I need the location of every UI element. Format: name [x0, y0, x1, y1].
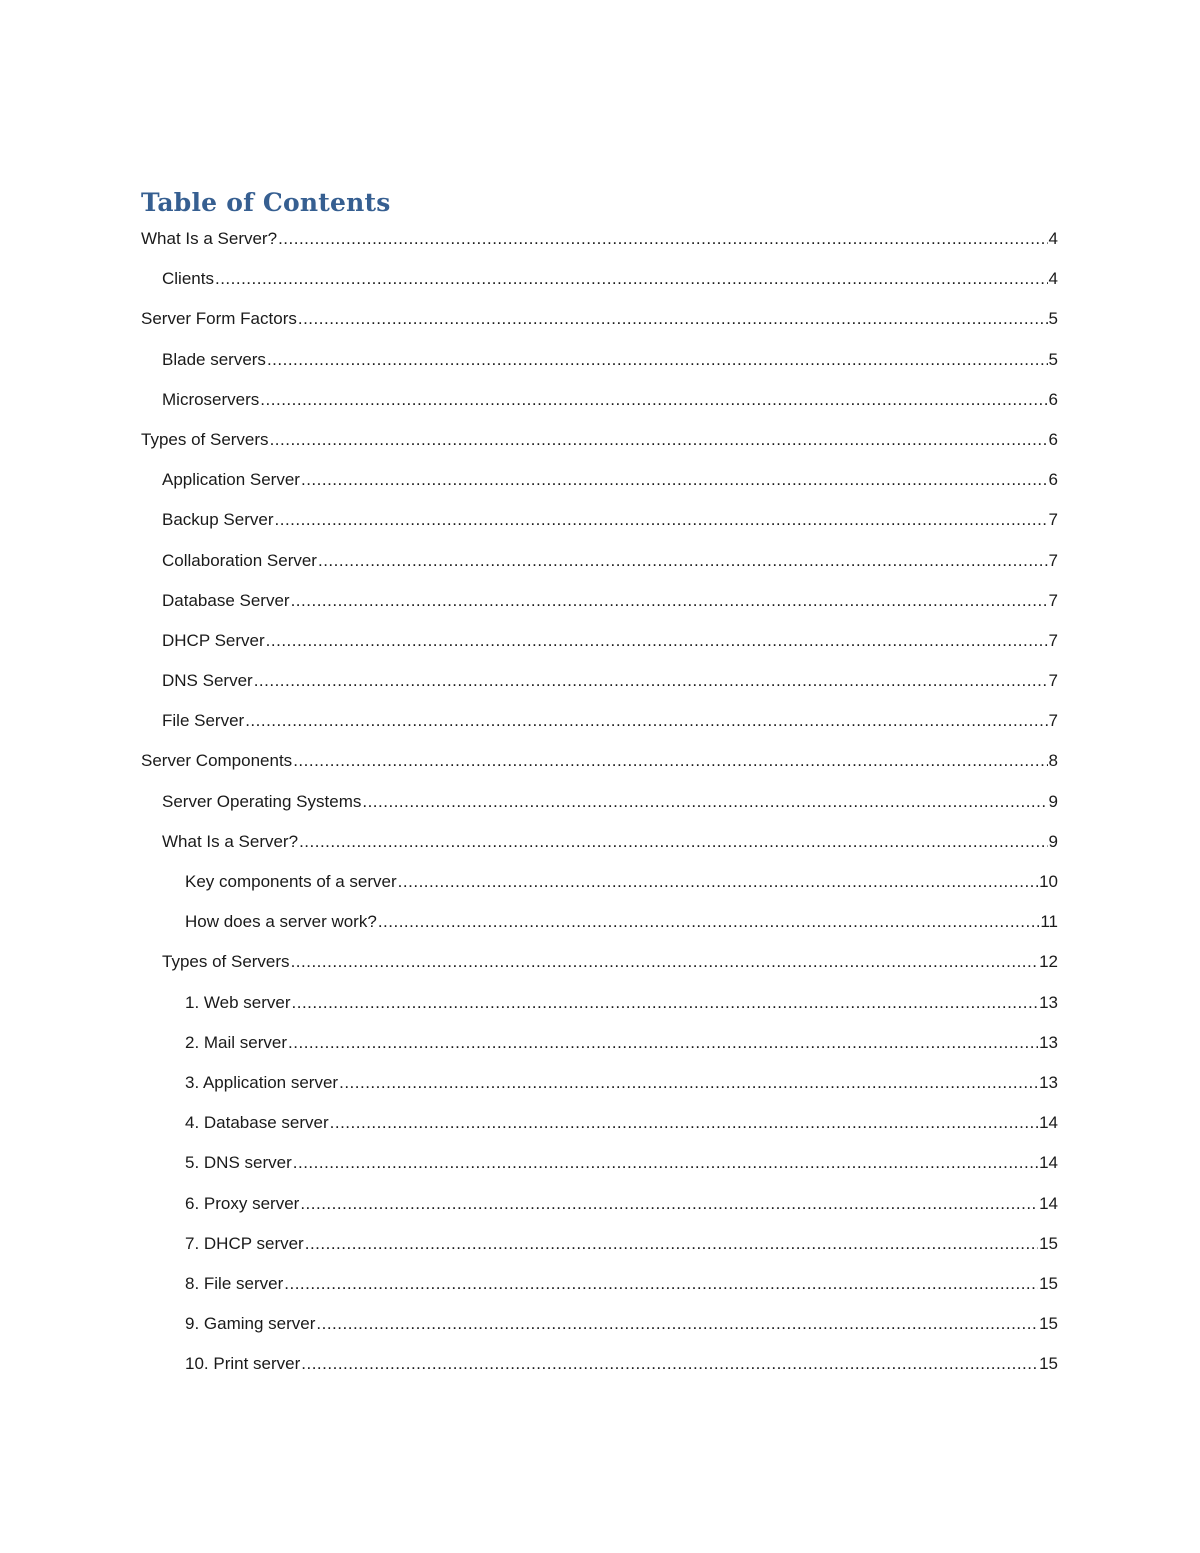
dot-leader — [270, 425, 1048, 455]
toc-entry[interactable] — [141, 947, 1058, 987]
toc-entry-text: 9. Gaming server — [185, 1314, 316, 1334]
toc-page-number: 7 — [1048, 671, 1058, 691]
dot-leader — [291, 586, 1048, 616]
toc-entry[interactable] — [141, 1028, 1058, 1068]
dot-leader — [339, 1068, 1038, 1098]
toc-entry-text: Clients — [162, 269, 214, 289]
toc-page-number: 10 — [1039, 872, 1058, 891]
toc-page-number: 5 — [1048, 309, 1058, 329]
toc-page-number: 13 — [1039, 1032, 1058, 1052]
dot-leader — [260, 385, 1047, 415]
toc-page-number: 6 — [1048, 389, 1058, 409]
toc-entry[interactable] — [141, 787, 1058, 827]
toc-page-number: 7 — [1048, 630, 1058, 650]
toc-page-number: 6 — [1048, 470, 1058, 490]
toc-entry[interactable] — [141, 345, 1058, 385]
toc-entry[interactable] — [141, 1349, 1058, 1389]
toc-entry[interactable] — [141, 666, 1058, 706]
toc-list — [141, 224, 1058, 1389]
dot-leader — [293, 746, 1047, 776]
toc-entry-text: What Is a Server? — [141, 229, 278, 248]
toc-entry[interactable] — [141, 988, 1058, 1028]
toc-entry-text: 2. Mail server — [185, 1032, 288, 1052]
toc-page-number: 14 — [1039, 1153, 1058, 1173]
toc-entry[interactable] — [141, 505, 1058, 545]
toc-page-number: 14 — [1039, 1193, 1058, 1213]
dot-leader — [398, 867, 1038, 897]
toc-entry-text: Key components of a server — [185, 872, 397, 891]
dot-leader — [292, 988, 1039, 1018]
toc-page-number: 6 — [1048, 429, 1058, 449]
dot-leader — [293, 1148, 1038, 1178]
toc-entry-text: Types of Servers — [141, 429, 269, 449]
toc-title: Table of Contents — [141, 188, 391, 217]
toc-entry[interactable] — [141, 465, 1058, 505]
toc-page-number: 7 — [1048, 711, 1058, 731]
toc-entry-text: Server Operating Systems — [162, 791, 362, 811]
toc-page-number: 15 — [1039, 1273, 1058, 1293]
dot-leader — [298, 304, 1048, 334]
dot-leader — [266, 626, 1048, 656]
dot-leader — [288, 1028, 1038, 1058]
toc-entry[interactable] — [141, 626, 1058, 666]
toc-page-number: 14 — [1039, 1113, 1058, 1133]
toc-entry[interactable] — [141, 907, 1058, 947]
toc-entry[interactable] — [141, 546, 1058, 586]
dot-leader — [318, 546, 1048, 576]
toc-entry[interactable] — [141, 1068, 1058, 1108]
toc-entry-text: DNS Server — [162, 671, 253, 691]
dot-leader — [316, 1309, 1038, 1339]
dot-leader — [267, 345, 1048, 375]
dot-leader — [278, 224, 1047, 254]
dot-leader — [245, 706, 1047, 736]
toc-entry-text: Microservers — [162, 389, 260, 409]
dot-leader — [291, 947, 1039, 977]
toc-entry[interactable] — [141, 1148, 1058, 1188]
toc-entry[interactable] — [141, 224, 1058, 264]
toc-entry-text: Collaboration Server — [162, 550, 317, 570]
toc-entry-text: Backup Server — [162, 510, 274, 530]
toc-entry[interactable] — [141, 746, 1058, 786]
toc-entry-text: 3. Application server — [185, 1072, 339, 1092]
dot-leader — [215, 264, 1048, 294]
toc-entry-text: 8. File server — [185, 1273, 284, 1293]
toc-entry-text: 10. Print server — [185, 1354, 301, 1374]
toc-page-number: 8 — [1048, 751, 1058, 771]
toc-entry[interactable] — [141, 425, 1058, 465]
dot-leader — [330, 1108, 1038, 1138]
toc-entry-text: 4. Database server — [185, 1113, 329, 1133]
toc-entry-text: Server Form Factors — [141, 309, 297, 329]
toc-entry[interactable] — [141, 385, 1058, 425]
toc-entry[interactable] — [141, 304, 1058, 344]
toc-entry[interactable] — [141, 1108, 1058, 1148]
toc-entry-text: 7. DHCP server — [185, 1233, 304, 1253]
toc-entry-text: Database Server — [162, 590, 290, 610]
dot-leader — [300, 1189, 1038, 1219]
toc-entry[interactable] — [141, 264, 1058, 304]
toc-page-number: 5 — [1048, 349, 1058, 369]
toc-entry-text: 6. Proxy server — [185, 1193, 300, 1213]
toc-page-number: 15 — [1039, 1354, 1058, 1374]
toc-entry-text: Server Components — [141, 751, 293, 771]
toc-entry[interactable] — [141, 1269, 1058, 1309]
dot-leader — [284, 1269, 1038, 1299]
toc-entry-text: 1. Web server — [185, 992, 291, 1012]
toc-page-number: 13 — [1039, 1072, 1058, 1092]
toc-entry[interactable] — [141, 827, 1058, 867]
toc-entry[interactable] — [141, 867, 1058, 907]
dot-leader — [378, 907, 1040, 937]
toc-page-number: 4 — [1048, 229, 1058, 248]
dot-leader — [301, 1349, 1038, 1379]
toc-entry[interactable] — [141, 1309, 1058, 1349]
toc-entry-text: Application Server — [162, 470, 300, 490]
toc-entry-text: Types of Servers — [162, 952, 290, 972]
dot-leader — [301, 465, 1048, 495]
dot-leader — [275, 505, 1048, 535]
toc-page-number: 12 — [1039, 952, 1058, 972]
toc-page-number: 11 — [1040, 912, 1058, 932]
toc-page-number: 4 — [1048, 269, 1058, 289]
toc-entry-text: 5. DNS server — [185, 1153, 292, 1173]
toc-page-number: 7 — [1048, 590, 1058, 610]
toc-entry[interactable] — [141, 1189, 1058, 1229]
toc-entry[interactable] — [141, 1229, 1058, 1269]
toc-entry[interactable] — [141, 706, 1058, 746]
toc-entry-text: Blade servers — [162, 349, 266, 369]
toc-entry-text: DHCP Server — [162, 630, 265, 650]
toc-entry-text: What Is a Server? — [162, 831, 299, 851]
dot-leader — [305, 1229, 1038, 1259]
dot-leader — [299, 827, 1047, 857]
toc-page-number: 9 — [1048, 791, 1058, 811]
toc-entry-text: How does a server work? — [185, 912, 377, 932]
toc-page-number: 7 — [1048, 510, 1058, 530]
toc-page-number: 7 — [1048, 550, 1058, 570]
toc-page-number: 13 — [1039, 992, 1058, 1012]
dot-leader — [362, 787, 1047, 817]
toc-entry[interactable] — [141, 586, 1058, 626]
toc-page-number: 15 — [1039, 1314, 1058, 1334]
toc-page-number: 15 — [1039, 1233, 1058, 1253]
toc-entry-text: File Server — [162, 711, 245, 731]
toc-page-number: 9 — [1048, 831, 1058, 851]
dot-leader — [254, 666, 1048, 696]
